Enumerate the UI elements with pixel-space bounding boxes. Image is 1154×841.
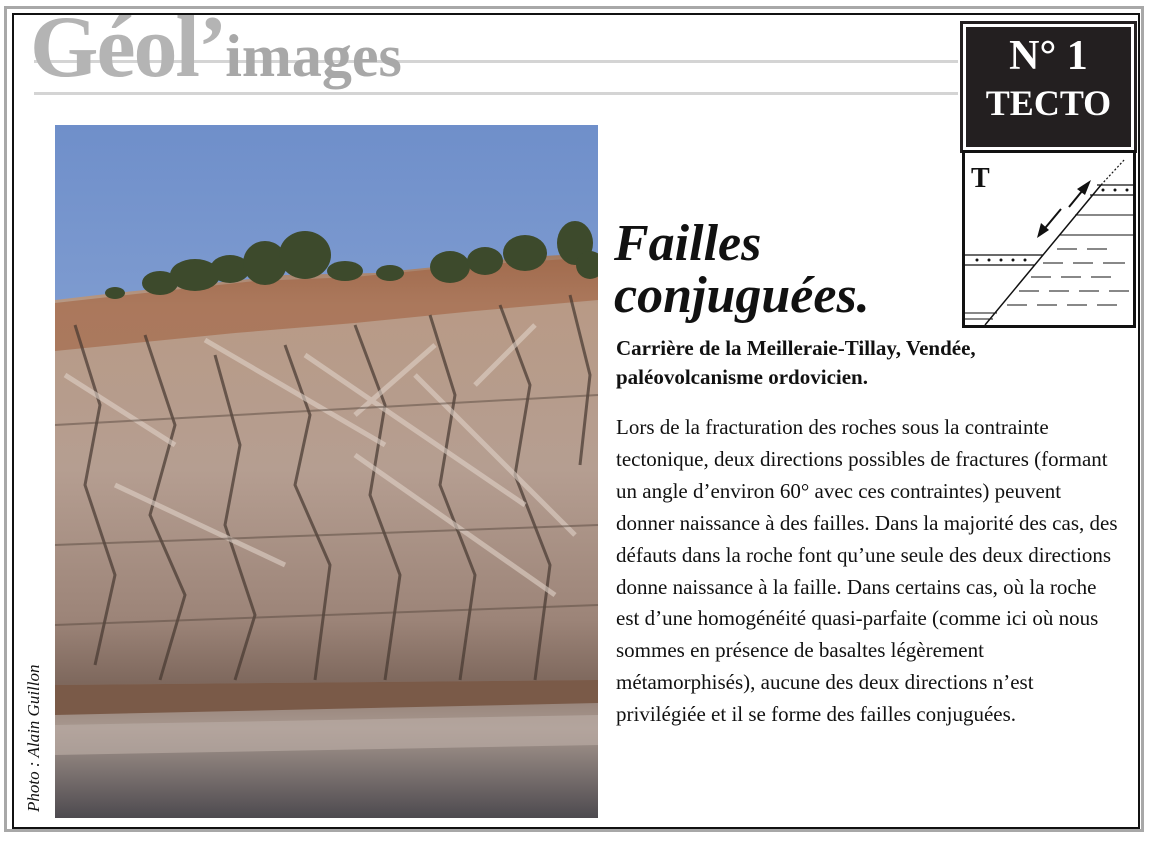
diagram-label: T (971, 163, 990, 194)
brand-part1: Géol’ (30, 0, 226, 96)
photo-credit: Photo : Alain Guillon (24, 664, 43, 812)
brand-part2: images (225, 23, 402, 89)
article-title (614, 215, 870, 324)
article-title-line2: conjuguées. (614, 267, 870, 324)
brand-logo (30, 0, 402, 96)
article-title-line1: Failles (614, 215, 762, 272)
issue-badge (963, 24, 1134, 150)
issue-number: N° 1 (1009, 33, 1088, 79)
article-body: Lors de la fracturation des roches sous la contrainte tectonique, deux directions possibles de fractures (formant un angle d’environ 60° avec ces contraintes) peuvent donner naissance à des failles. Dans la majorité des cas, des défauts dans la roche font qu’une seule des deux directions donne naissance à la faille. Dans certains cas, où la roche est d’une homogénéité quasi-parfaite (comme ici où nous sommes en présence de basaltes légèrement métamorphisés), aucune des deux directions n’est privilégiée et il se forme des failles conjuguées. (616, 415, 1118, 727)
fault-diagram (962, 150, 1136, 328)
quarry-photo (55, 125, 598, 818)
quarry-photo-svg (55, 125, 598, 818)
issue-category: TECTO (985, 83, 1112, 123)
fault-diagram-svg (965, 153, 1133, 325)
article-subtitle: Carrière de la Meilleraie-Tillay, Vendée, paléovolcanisme ordovicien. (616, 336, 976, 389)
